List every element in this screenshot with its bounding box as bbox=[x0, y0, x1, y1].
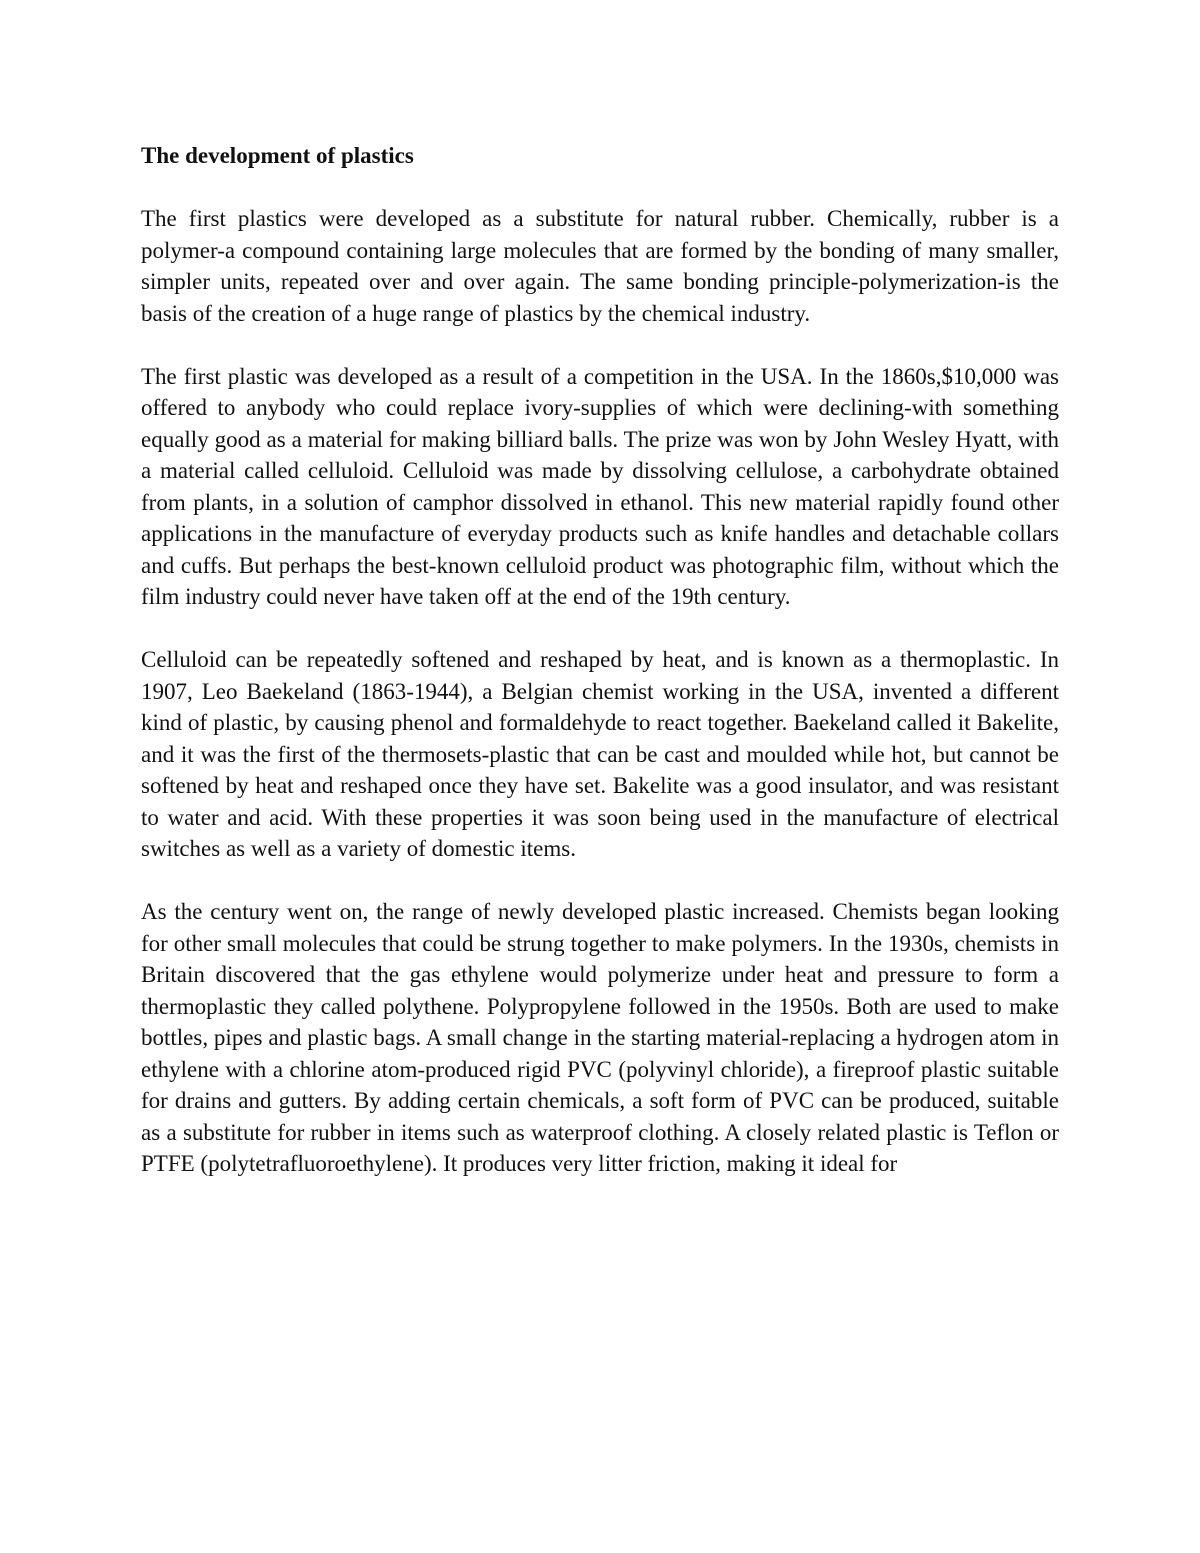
paragraph-1: The first plastics were developed as a substitute for natural rubber. Chemically, rubber is a polymer-a compound containing large molecules that are formed by the bonding of many smaller, simpler units, repeated over and over again. The same bonding principle-polymerization-is the basis of the creation of a huge range of plastics by the chemical industry. bbox=[141, 206, 1059, 326]
paragraph-3: Celluloid can be repeatedly softened and reshaped by heat, and is known as a thermoplastic. In 1907, Leo Baekeland (1863-1944), a Belgian chemist working in the USA, invented a different kind of plastic, by causing phenol and formaldehyde to react together. Baekeland called it Bakelite, and it was the first of the thermosets-plastic that can be cast and moulded while hot, but cannot be softened by heat and reshaped once they have set. Bakelite was a good insulator, and was resistant to water and acid. With these properties it was soon being used in the manufacture of electrical switches as well as a variety of domestic items. bbox=[141, 647, 1059, 861]
document-title: The development of plastics bbox=[141, 143, 414, 168]
paragraph-2: The first plastic was developed as a result of a competition in the USA. In the 1860s,$10,000 was offered to anybody who could replace ivory-supplies of which were declining-with something equally good as a material for making billiard balls. The prize was won by John Wesley Hyatt, with a material called celluloid. Celluloid was made by dissolving cellulose, a carbohydrate obtained from plants, in a solution of camphor dissolved in ethanol. This new material rapidly found other applications in the manufacture of everyday products such as knife handles and detachable collars and cuffs. But perhaps the best-known celluloid product was photographic film, without which the film industry could never have taken off at the end of the 19th century. bbox=[141, 363, 1059, 609]
paragraph-4: As the century went on, the range of newly developed plastic increased. Chemists began looking for other small molecules that could be strung together to make polymers. In the 1930s, chemists in Britain discovered that the gas ethylene would polymerize under heat and pressure to form a thermoplastic they called polythene. Polypropylene followed in the 1950s. Both are used to make bottles, pipes and plastic bags. A small change in the starting material-replacing a hydrogen atom in ethylene with a chlorine atom-produced rigid PVC (polyvinyl chloride), a fireproof plastic suitable for drains and gutters. By adding certain chemicals, a soft form of PVC can be produced, suitable as a substitute for rubber in items such as waterproof clothing. A closely related plastic is Teflon or PTFE (polytetrafluoroethylene). It produces very litter friction, making it ideal for bbox=[141, 899, 1059, 1176]
document-body bbox=[141, 140, 1059, 1180]
